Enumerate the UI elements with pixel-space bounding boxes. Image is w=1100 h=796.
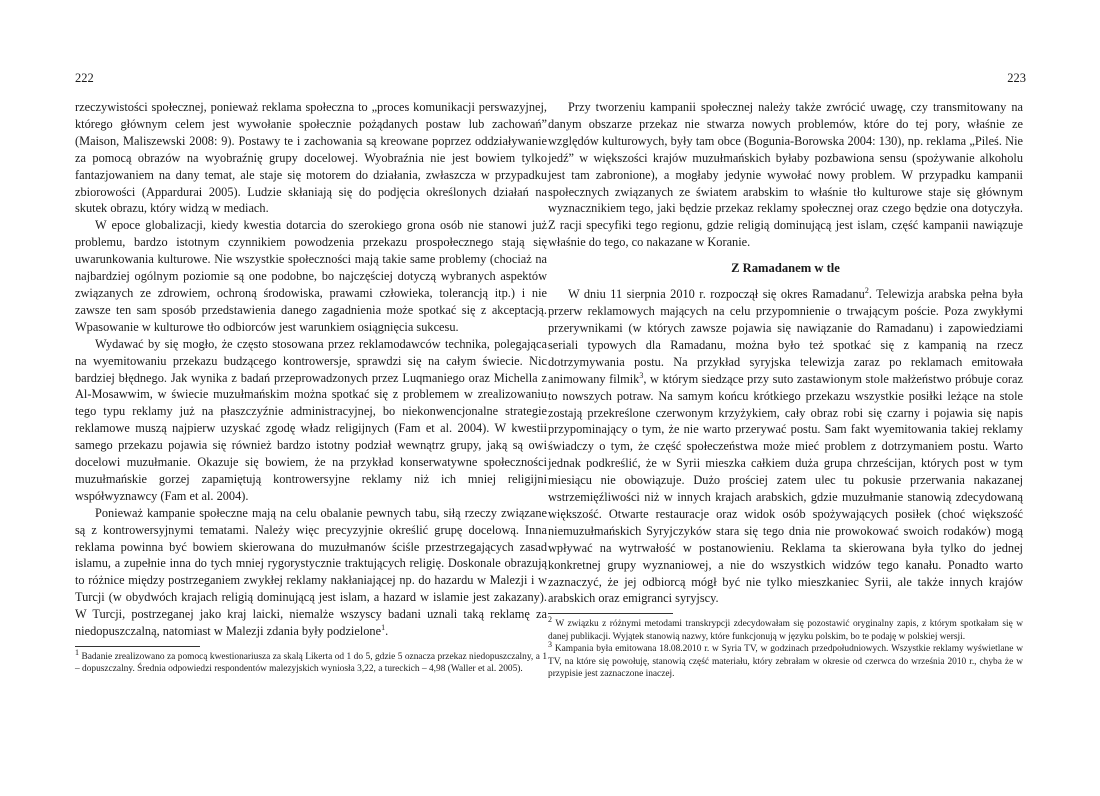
paragraph-end: . xyxy=(385,624,389,639)
footnote-text: W związku z różnymi metodami transkrypcji zdecydowałam się pozostawić oryginalny zapis, z którym spotkałam się w danej publikacji. Wyjątek stanowią nazwy, które funkcjonują w języku polskim, bo te podaję w polskiej wersji. xyxy=(548,619,1023,642)
footnote xyxy=(75,647,548,676)
footnote-mark: 1 xyxy=(381,622,386,632)
paragraph xyxy=(75,505,547,640)
paragraph xyxy=(548,286,1023,607)
footnote-rule xyxy=(75,646,200,647)
footnote-text: Badanie zrealizowano za pomocą kwestionariusza za skalą Likerta od 1 do 5, gdzie 5 oznacza przekaz niedopuszczalny, a 1 – dopuszczalny. Średnia odpowiedzi respondentów malezyjskich wyniosła 3,22, a tureckich – 4,98 (Waller et al. 2005). xyxy=(75,652,548,675)
footnote-mark: 3 xyxy=(548,640,552,650)
paragraph: Wydawać by się mogło, że często stosowana przez reklamodawców technika, polegająca na wyemitowaniu przekazu budzącego kontrowersje, sprawdzi się na całym świecie. Nic bardziej błędnego. Jak wynika z badań przeprowadzonych przez Luqmaniego oraz Michella z Al-Mosawwim, w świecie muzułmańskim można spotkać się z problemem w zrealizowaniu tego typu reklamy już na płaszczyźnie administracyjnej, bo niekonwencjonalne strategie reklamowe muszą najpierw uzyskać zgodę władz religijnych (Fam et al. 2004). W kwestii samego przekazu pojawia się również bardzo istotny podział wewnątrz grupy, jaką są owi docelowi muzułmanie. Okazuje się bowiem, że na przykład konserwatywne społeczności muzułmańskie gorzej zapamiętują kontrowersyjne reklamy niż ich mniej religijni współwyznawcy (Fam et al. 2004). xyxy=(75,336,547,503)
paragraph: W epoce globalizacji, kiedy kwestia dotarcia do szerokiego grona osób nie stanowi już problemu, bardzo istotnym czynnikiem powodzenia przekazu prospołecznego stają się uwarunkowania kulturowe. Nie wszystkie społeczności mają takie same problemy (chociaż na najbardziej ogólnym poziomie są one podobne, bo najczęściej dotyczą wybranych aspektów związanych ze zdrowiem, ochroną środowiska, prawami człowieka, tolerancją itp.) i nie zawsze ten sam sposób przedstawienia danego zagadnienia może spotkać się z akceptacją. Wpasowanie w kulturowe tło odbiorców jest warunkiem osiągnięcia sukcesu. xyxy=(75,218,547,334)
footnote xyxy=(548,615,1023,643)
section-heading: Z Ramadanem w tle xyxy=(731,261,840,276)
footnote-rule xyxy=(548,613,673,614)
paragraph-text: W dniu 11 sierpnia 2010 r. rozpoczął się okres Ramadanu xyxy=(568,287,865,302)
paragraph-text: . Telewizja arabska pełna była przerw reklamowych mających na celu przypomnienie o trwającym poście. Poza zwykłymi przerywnikami (w których zawsze pojawia się nawiązanie do Ramadanu) i zapowiedziami seriali typowych dla Ramadanu, można było też spotkać się z kampanią na rzecz dotrzymywania postu. Na przykład syryjska telewizja zaraz po reklamach emitowała animowany filmik xyxy=(548,287,1023,386)
footnote-mark: 2 xyxy=(864,286,869,296)
page-body xyxy=(548,99,1023,680)
page-body xyxy=(75,99,547,676)
footnote-text: Kampania była emitowana 18.08.2010 r. w Syria TV, w godzinach przedpołudniowych. Wszystkie reklamy wyświetlane w TV, na które się powołuję, stanowią część materiału, który zebrałam w okresie od czerwca do września 2010 r., chyba że w przypisie jest zaznaczone inaczej. xyxy=(548,644,1024,679)
footnote-mark: 3 xyxy=(639,370,644,380)
paragraph-text: , w którym siedzące przy suto zastawionym stole małżeństwo próbuje coraz to nowszych potraw. Na samym końcu krótkiego przekazu wszystkie posiłki leżące na stole zostają przekreślone czerwonym krzyżykiem, cały obraz robi się czarny i pojawia się napis przypominający o tym, że nie warto przerywać postu. Sam fakt wyemitowania takiej reklamy świadczy o tym, że część społeczeństwa może mieć problem z dotrzymaniem postu. Warto jednak podkreślić, że w Syrii mieszka całkiem duża grupa chrześcijan, których post w tym miesiącu nie obowiązuje. Dużo prościej zatem ulec tu pokusie przerwania nakazanej wstrzemięźliwości niż w innych krajach arabskich, gdzie muzułmanie stanowią zdecydowaną większość. Otwarte restauracje oraz widok osób spożywających posiłek (choć większość niemuzułmańskich Syryjczyków stara się tego dnia nie prowokować swoich rodaków) mogą wpływać na wytrwałość w postanowieniu. Reklama ta skierowana była tylko do jednej konkretnej grupy wyznaniowej, a nie do wszystkich widzów tego kanału. Ponadto warto zaznaczyć, że jej odbiorcą mógł być nie tylko mieszkaniec Syrii, ale także innych krajów arabskich oraz emigranci syryjscy. xyxy=(548,371,1023,606)
paragraph: rzeczywistości społecznej, ponieważ reklama społeczna to „proces komunikacji perswazyjnej, którego głównym celem jest wywołanie społecznie pożądanych postaw lub zachowań” (Maison, Maliszewski 2008: 9). Postawy te i zachowania są kreowane poprzez oddziaływanie za pomocą obrazów na wyobraźnię grupy docelowej. Wyobraźnia nie jest bowiem tylko fantazjowaniem na dany temat, ale staje się motorem do działania, zwłaszcza w przypadku zbiorowości (Appardurai 2005). Ludzie skłaniają się do podjęcia określonych działań na skutek obrazu, który widzą w mediach. xyxy=(75,100,547,216)
footnote-mark: 1 xyxy=(75,647,79,657)
footnote xyxy=(548,640,1024,680)
paragraph-text: Ponieważ kampanie społeczne mają na celu obalanie pewnych tabu, siłą rzeczy związane są z kontrowersyjnymi tematami. Należy więc precyzyjnie określić grupę docelową. Inna reklama powinna być bowiem skierowana do muzułmanów ściśle przestrzegających zasad islamu, a zupełnie inna do tych mniej rygorystycznie traktujących religię. Doskonale obrazują to różnice między postrzeganiem zwykłej reklamy nakłaniającej np. do hazardu w Malezji i w Turcji (w obydwóch krajach religią dominującą jest islam, a hazard w islamie jest zakazany). W Turcji, postrzeganej jako kraj laicki, niemalże wszyscy badani uznali taką reklamę za niedopuszczalną, natomiast w Malezji zdania były podzielone xyxy=(75,505,547,639)
footnote-mark: 2 xyxy=(548,615,552,625)
page-number: 223 xyxy=(1007,71,1026,85)
page-number: 222 xyxy=(75,71,94,85)
paragraph: Przy tworzeniu kampanii społecznej należy także zwrócić uwagę, czy transmitowany na danym obszarze przekaz nie stwarza nowych problemów, które do tej pory, właśnie ze względów kulturowych, były tam obce (Bogunia-Borowska 2004: 130), np. reklama „Pileś. Nie jedź” w większości krajów muzułmańskich byłaby pozbawiona sensu (spożywanie alkoholu jest tam zabronione), a mogłaby jedynie wywołać nowy problem. W przypadku kampanii społecznych związanych ze światem arabskim to właśnie tło kulturowe staje się głównym wyznacznikiem tego, jaki będzie przekaz reklamy społecznej oraz czego będzie ona dotyczyła. Z racji specyfiki tego regionu, gdzie religią dominującą jest islam, część kampanii nawiązuje właśnie do tego, co nakazane w Koranie. xyxy=(548,100,1023,250)
